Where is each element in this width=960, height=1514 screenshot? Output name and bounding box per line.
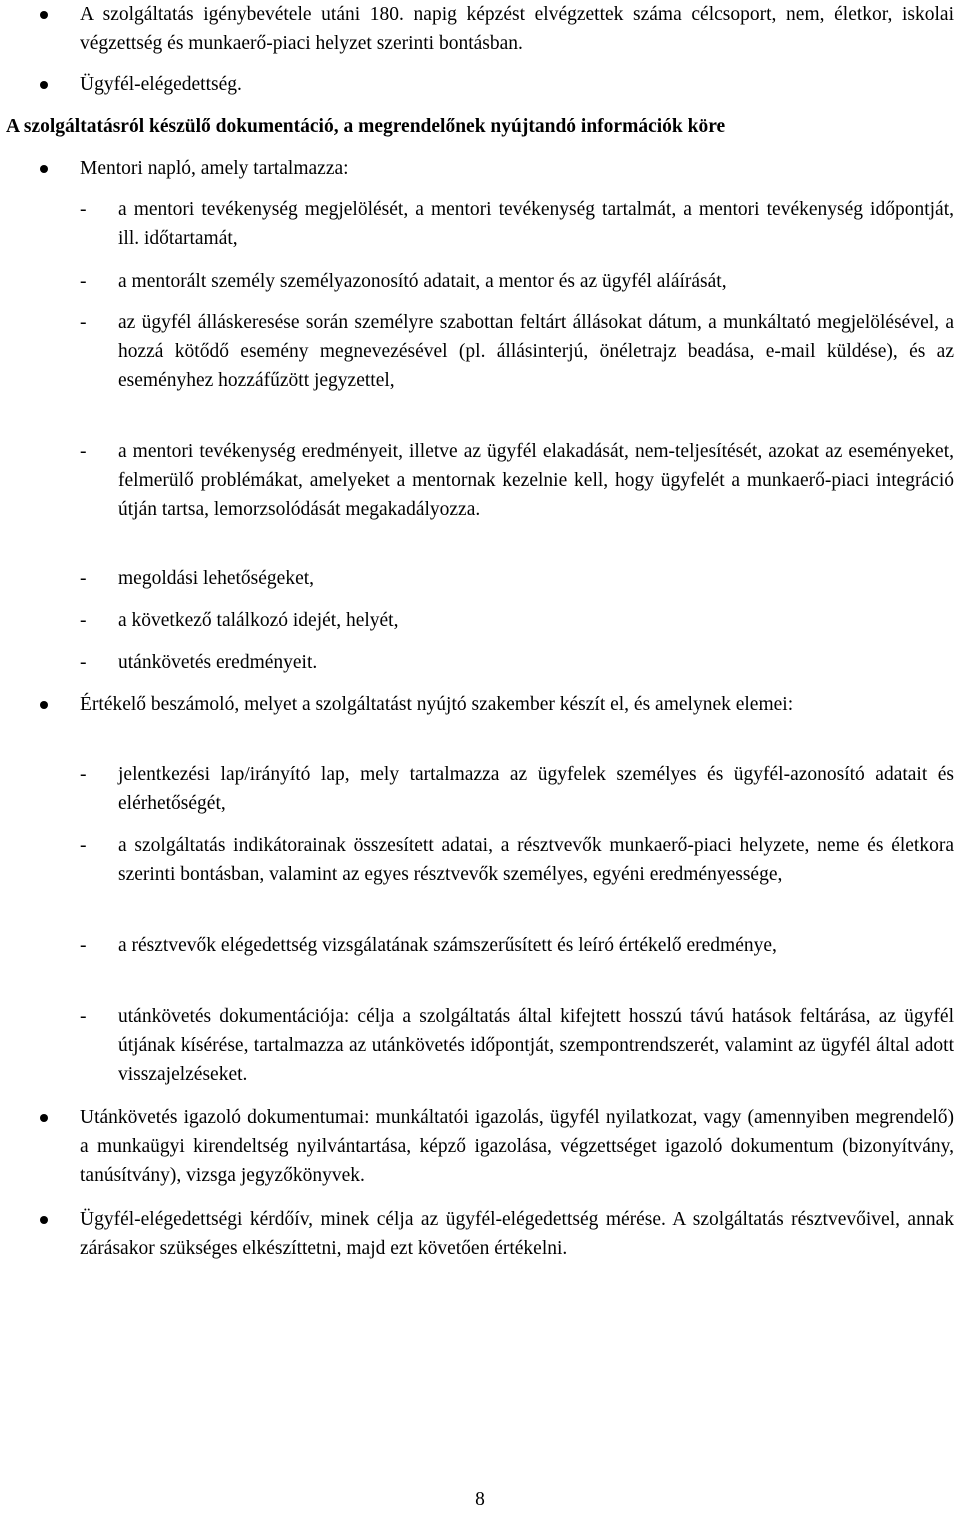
dash-mark: - xyxy=(80,199,87,220)
bullet-item xyxy=(0,154,960,183)
dash-text: az ügyfél álláskeresése során személyre szabottan feltárt állásokat dátum, a munkáltató megjelölésével, a hozzá kötődő esemény megnevezésével (pl. állásinterjú, önéletrajz beadása, e-mail küldése), és az eseményhez hozzáfűzött jegyzettel, xyxy=(118,312,954,391)
dash-text: a szolgáltatás indikátorainak összesített adatai, a résztvevők munkaerő-piaci helyzete, neme és életkora szerinti bontásban, valamint az egyes résztvevők személyes, egyéni eredményessége, xyxy=(118,835,954,885)
dash-mark: - xyxy=(80,1006,87,1027)
bullet-dot-icon xyxy=(40,701,48,709)
dash-mark: - xyxy=(80,312,87,333)
dash-mark: - xyxy=(80,568,87,589)
dash-item xyxy=(0,437,960,524)
dash-item xyxy=(0,267,960,296)
dash-mark: - xyxy=(80,271,87,292)
dash-text: utánkövetés eredményeit. xyxy=(118,652,318,673)
bullet-item xyxy=(0,1205,960,1263)
bullet-text: Utánkövetés igazoló dokumentumai: munkáltatói igazolás, ügyfél nyilatkozat, vagy (amennyiben megrendelő) a munkaügyi kirendeltség nyilvántartása, képző igazolása, végzettséget igazoló dokumentum (bizonyítvány, tanúsítvány), vizsga jegyzőkönyvek. xyxy=(80,1107,954,1186)
bullet-dot-icon xyxy=(40,81,48,89)
dash-mark: - xyxy=(80,935,87,956)
dash-text: a résztvevők elégedettség vizsgálatának számszerűsített és leíró értékelő eredménye, xyxy=(118,935,777,956)
dash-mark: - xyxy=(80,764,87,785)
dash-item xyxy=(0,1002,960,1089)
dash-mark: - xyxy=(80,652,87,673)
dash-text: a mentorált személy személyazonosító adatait, a mentor és az ügyfél aláírását, xyxy=(118,271,727,292)
dash-text: megoldási lehetőségeket, xyxy=(118,568,315,589)
bullet-item xyxy=(0,70,960,99)
bullet-item xyxy=(0,1103,960,1190)
dash-text: a következő találkozó idejét, helyét, xyxy=(118,610,399,631)
dash-text: a mentori tevékenység megjelölését, a mentori tevékenység tartalmát, a mentori tevékenység időpontját, ill. időtartamát, xyxy=(118,199,954,249)
bullet-text: Ügyfél-elégedettségi kérdőív, minek célja az ügyfél-elégedettség mérése. A szolgáltatás résztvevőivel, annak zárásakor szükséges elkészíttetni, majd ezt követően értékelni. xyxy=(80,1209,954,1259)
dash-item xyxy=(0,931,960,960)
page-number: 8 xyxy=(475,1489,485,1510)
bullet-dot-icon xyxy=(40,11,48,19)
dash-item xyxy=(0,564,960,593)
dash-item xyxy=(0,308,960,395)
bullet-dot-icon xyxy=(40,1216,48,1224)
dash-item xyxy=(0,831,960,889)
dash-mark: - xyxy=(80,835,87,856)
dash-mark: - xyxy=(80,610,87,631)
bullet-dot-icon xyxy=(40,1114,48,1122)
bullet-text: A szolgáltatás igénybevétele utáni 180. napig képzést elvégzettek száma célcsoport, nem, életkor, iskolai végzettség és munkaerő-piaci helyzet szerinti bontásban. xyxy=(80,4,954,54)
dash-text: a mentori tevékenység eredményeit, illetve az ügyfél elakadását, nem-teljesítését, azokat az eseményeket, felmerülő problémákat, amelyeket a mentornak kezelnie kell, hogy ügyfelét a munkaerő-piaci integráció útján tartsa, lemorzsolódását megakadályozza. xyxy=(118,441,954,520)
bullet-item xyxy=(0,690,960,719)
bullet-dot-icon xyxy=(40,165,48,173)
dash-item xyxy=(0,606,960,635)
bullet-text: Ügyfél-elégedettség. xyxy=(80,74,242,95)
dash-item xyxy=(0,195,960,253)
dash-text: jelentkezési lap/irányító lap, mely tartalmazza az ügyfelek személyes és ügyfél-azonosító adatait és elérhetőségét, xyxy=(118,764,954,814)
dash-mark: - xyxy=(80,441,87,462)
bullet-text: Értékelő beszámoló, melyet a szolgáltatást nyújtó szakember készít el, és amelynek elemei: xyxy=(80,694,794,715)
bullet-text: Mentori napló, amely tartalmazza: xyxy=(80,158,349,179)
section-heading: A szolgáltatásról készülő dokumentáció, a megrendelőnek nyújtandó információk köre xyxy=(6,116,726,137)
bullet-item xyxy=(0,0,960,58)
dash-text: utánkövetés dokumentációja: célja a szolgáltatás által kifejtett hosszú távú hatások feltárása, az ügyfél útjának kísérése, tartalmazza az utánkövetés időpontját, szempontrendszerét, valamint az ügyfél által adott visszajelzéseket. xyxy=(118,1006,954,1085)
dash-item xyxy=(0,760,960,818)
dash-item xyxy=(0,648,960,677)
